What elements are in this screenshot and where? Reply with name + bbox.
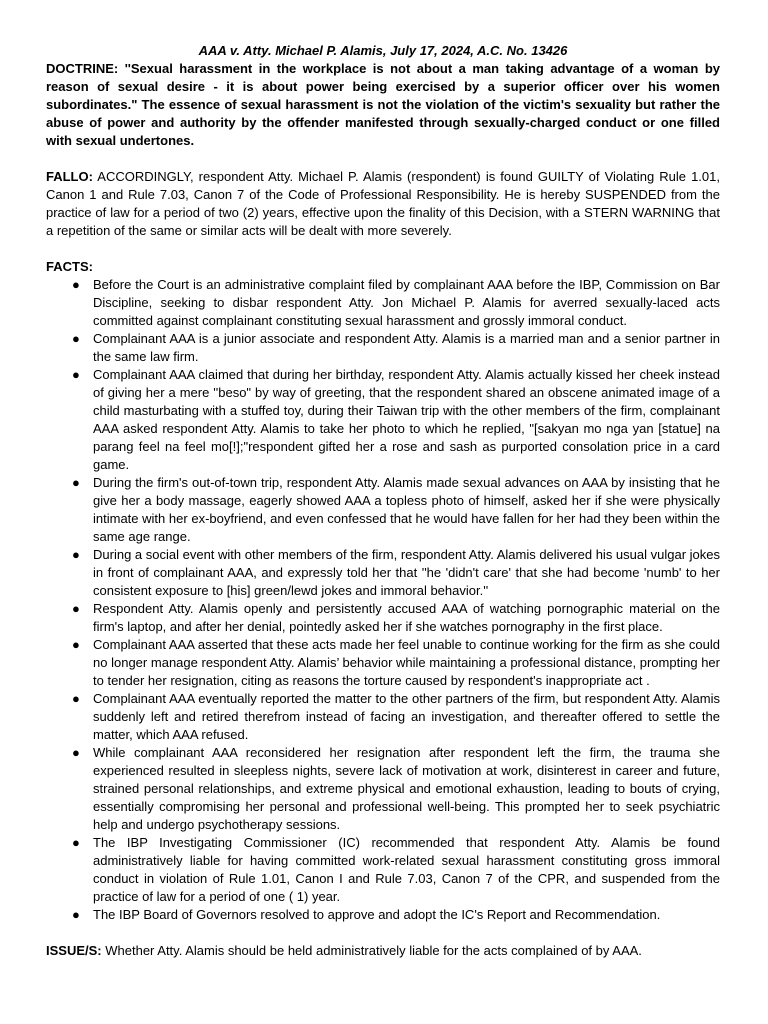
list-item bbox=[72, 546, 720, 600]
case-title: AAA v. Atty. Michael P. Alamis, July 17, 2024, A.C. No. 13426 bbox=[198, 43, 568, 58]
fact-text: During the firm's out-of-town trip, respondent Atty. Alamis made sexual advances on AAA by insisting that he give her a body massage, eagerly showed AAA a topless photo of himself, asked her if she were physically intimate with her ex-boyfriend, and even confessed that he would have fallen for her had they been within the same age range. bbox=[93, 475, 720, 544]
fact-text: Complainant AAA eventually reported the matter to the other partners of the firm, but respondent Atty. Alamis suddenly left and retired therefrom instead of facing an investigation, and thereafter offered to settle the matter, which AAA refused. bbox=[93, 691, 720, 742]
bullet-icon: ● bbox=[72, 835, 80, 850]
fact-text: The IBP Board of Governors resolved to approve and adopt the IC's Report and Recommendation. bbox=[93, 907, 661, 922]
doctrine-text: ''Sexual harassment in the workplace is not about a man taking advantage of a woman by reason of sexual desire - it is about power being exercised by a superior officer over his women subordinates." The essence of sexual harassment is not the violation of the victim's sexuality but rather the abuse of power and authority by the offender manifested through sexually-charged conduct or one filled with sexual undertones. bbox=[46, 61, 720, 148]
list-item bbox=[72, 366, 720, 474]
fact-text: Respondent Atty. Alamis openly and persistently accused AAA of watching pornographic material on the firm's laptop, and after her denial, pointedly asked her if she watches pornography in the first place. bbox=[93, 601, 720, 634]
list-item bbox=[72, 906, 720, 924]
bullet-icon: ● bbox=[72, 907, 80, 922]
fact-text: The IBP Investigating Commissioner (IC) recommended that respondent Atty. Alamis be found administratively liable for having committed work-related sexual harassment constituting gross immoral conduct in violation of Rule 1.01, Canon I and Rule 7.03, Canon 7 of the CPR, and suspended from the practice of law for a period of one ( 1) year. bbox=[93, 835, 720, 904]
fallo-text: ACCORDINGLY, respondent Atty. Michael P. Alamis (respondent) is found GUILTY of Violating Rule 1.01, Canon 1 and Rule 7.03, Canon 7 of the Code of Professional Responsibility. He is hereby SUSPENDED from the practice of law for a period of two (2) years, effective upon the finality of this Decision, with a STERN WARNING that a repetition of the same or similar acts will be dealt with more severely. bbox=[46, 169, 720, 238]
bullet-icon: ● bbox=[72, 277, 80, 292]
bullet-icon: ● bbox=[72, 601, 80, 616]
fact-text: While complainant AAA reconsidered her resignation after respondent left the firm, the trauma she experienced resulted in sleepless nights, severe lack of motivation at work, disinterest in career and future, strained personal relationships, and extreme physical and emotional exhaustion, leading to bouts of crying, essentially compromising her personal and professional well-being. This prompted her to seek psychiatric help and undergo psychotherapy sessions. bbox=[93, 745, 720, 832]
fact-text: Complainant AAA asserted that these acts made her feel unable to continue working for the firm as she could no longer manage respondent Atty. Alamis’ behavior while maintaining a professional distance, prompting her to tender her resignation, citing as reasons the torture caused by respondent's inappropriate act . bbox=[93, 637, 720, 688]
bullet-icon: ● bbox=[72, 367, 80, 382]
list-item bbox=[72, 690, 720, 744]
fact-text: Before the Court is an administrative complaint filed by complainant AAA before the IBP, Commission on Bar Discipline, seeking to disbar respondent Atty. Jon Michael P. Alamis for averred sexually-laced acts committed against complainant constituting sexual harassment and grossly immoral conduct. bbox=[93, 277, 720, 328]
list-item bbox=[72, 474, 720, 546]
list-item bbox=[72, 834, 720, 906]
fallo-label: FALLO: bbox=[46, 169, 93, 184]
list-item bbox=[72, 276, 720, 330]
list-item bbox=[72, 744, 720, 834]
fact-text: Complainant AAA is a junior associate and respondent Atty. Alamis is a married man and a senior partner in the same law firm. bbox=[93, 331, 720, 364]
bullet-icon: ● bbox=[72, 331, 80, 346]
list-item bbox=[72, 330, 720, 366]
issue-label: ISSUE/S: bbox=[46, 943, 102, 958]
bullet-icon: ● bbox=[72, 745, 80, 760]
list-item bbox=[72, 600, 720, 636]
bullet-icon: ● bbox=[72, 475, 80, 490]
bullet-icon: ● bbox=[72, 691, 80, 706]
bullet-icon: ● bbox=[72, 637, 80, 652]
issue-text: Whether Atty. Alamis should be held administratively liable for the acts complained of by AAA. bbox=[105, 943, 642, 958]
fallo-section bbox=[46, 168, 720, 240]
facts-heading: FACTS: bbox=[46, 259, 93, 274]
fact-text: During a social event with other members of the firm, respondent Atty. Alamis delivered his usual vulgar jokes in front of complainant AAA, and expressly told her that ''he 'didn't care' that she had become 'numb' to her consistent exposure to [his] green/lewd jokes and immoral behavior.'' bbox=[93, 547, 720, 598]
facts-list bbox=[46, 276, 720, 924]
doctrine-section bbox=[46, 60, 720, 150]
bullet-icon: ● bbox=[72, 547, 80, 562]
issue-section bbox=[46, 942, 720, 960]
doctrine-label: DOCTRINE: bbox=[46, 61, 119, 76]
fact-text: Complainant AAA claimed that during her birthday, respondent Atty. Alamis actually kissed her cheek instead of giving her a mere ''beso" by way of greeting, that the respondent shared an obscene animated image of a child masturbating with a stuffed toy, during their Taiwan trip with the other members of the firm, complainant AAA asked respondent Atty. Alamis to take her photo to which he replied, "[sakyan mo nga yan [statue] na parang feel na feel mo[!];"respondent gifted her a rose and sash as purported consolation price in a card game. bbox=[93, 367, 720, 472]
list-item bbox=[72, 636, 720, 690]
